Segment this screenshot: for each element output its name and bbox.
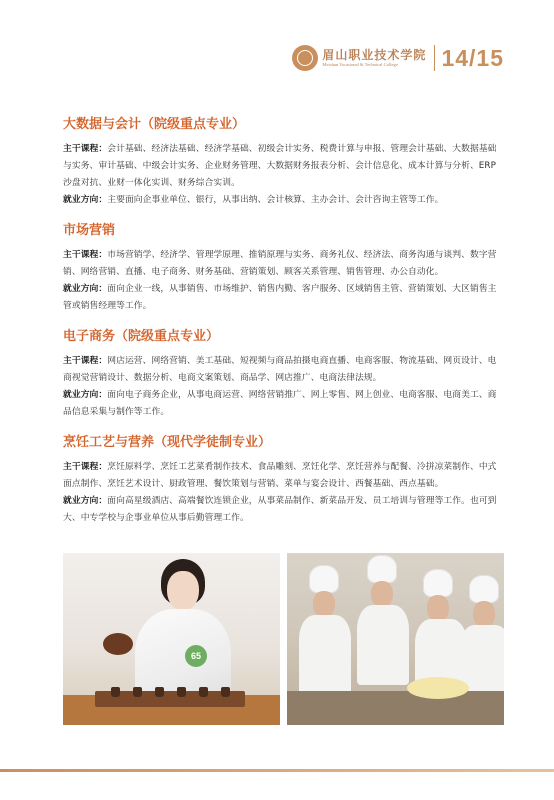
chef-coat [357,605,409,685]
career-label: 就业方向： [63,195,108,205]
career-text: 面向企业一线，从事销售、市场维护、销售内勤、客户服务、区域销售主管、营销策划、大区销售主管或销售经理等工作。 [63,284,497,311]
career-label: 就业方向： [63,284,108,294]
courses-label: 主干课程： [63,356,108,366]
major-section-e-commerce [63,329,503,421]
career-text: 主要面向企事业单位、银行，从事出纳、会计核算、主办会计、会计咨询主管等工作。 [107,195,444,205]
tea-cup-icon [199,687,208,697]
tea-cup-icon [155,687,164,697]
major-title: 市场营销 [63,223,116,238]
student-face [167,571,199,611]
chef-face [313,591,335,617]
chef-coat [299,615,351,695]
page-header [292,40,504,76]
dish-icon [407,677,469,699]
major-career [63,387,503,421]
courses-text: 烹饪原料学、烹饪工艺菜肴制作技术、食品雕刻、烹饪化学、烹饪营养与配餐、冷拼凉菜制作、中式面点制作、烹饪艺术设计、厨政管理、餐饮策划与营销、菜单与宴会设计、西餐基础、西点基础。 [63,462,497,489]
courses-text: 会计基础、经济法基础、经济学基础、初级会计实务、税费计算与申报、管理会计基础、大数据基础与实务、审计基础、中级会计实务、企业财务管理、大数据财务报表分析、会计信息化、成本计算与分析、ERP沙盘对抗、业财一体化实训、财务综合实训。 [63,144,497,188]
chef-hat-icon [469,575,499,603]
footer-bar [0,769,554,772]
chef-hat-icon [367,555,397,583]
career-text: 面向电子商务企业，从事电商运营、网络营销推广、网上零售、网上创业、电商客服、电商美工、商品信息采集与制作等工作。 [63,390,497,417]
courses-text: 市场营销学、经济学、管理学原理、推销原理与实务、商务礼仪、经济法、商务沟通与谈判、数字营销、网络营销、直播、电子商务、财务基础、营销策划、顾客关系管理、销售管理、办公自动化。 [63,250,497,277]
chef-face [371,581,393,607]
courses-text: 网店运营、网络营销、美工基础、短视频与商品拍摄电商直播、电商客服、物流基础、网页设计、电商视觉营销设计、数据分析、电商文案策划、商品学、网店推广、电商法律法规。 [63,356,497,383]
college-logo-text [322,48,426,68]
tea-cup-icon [221,687,230,697]
college-name: 眉山职业技术学院 [322,48,427,62]
college-name-en: Meishan Vocational & Technical College [322,62,398,67]
major-career [63,493,503,527]
header-divider [434,45,435,71]
courses-label: 主干课程： [63,144,108,154]
major-section-culinary [63,435,503,527]
tea-cup-icon [177,687,186,697]
tea-cup-icon [133,687,142,697]
teapot-icon [103,633,133,655]
page-number: 14/15 [441,44,504,71]
chef-hat-icon [309,565,339,593]
major-section-marketing [63,223,503,315]
major-section-big-data-accounting [63,117,503,209]
courses-label: 主干课程： [63,462,108,472]
major-courses [63,353,503,387]
contestant-badge: 65 [185,645,207,667]
career-label: 就业方向： [63,390,108,400]
major-title: 大数据与会计（院级重点专业） [63,117,246,132]
tea-ceremony-photo [63,553,280,725]
chef-face [427,595,449,621]
chef-kitchen-photo [287,553,504,725]
chef-hat-icon [423,569,453,597]
major-courses [63,247,503,281]
college-logo-icon [292,45,318,71]
major-courses [63,459,503,493]
major-title: 电子商务（院级重点专业） [63,329,220,344]
courses-label: 主干课程： [63,250,108,260]
major-courses [63,141,503,192]
tea-cup-icon [111,687,120,697]
chef-face [473,601,495,627]
major-career [63,192,503,209]
kitchen-counter [287,691,504,725]
major-title: 烹饪工艺与营养（现代学徒制专业） [63,435,272,450]
major-career [63,281,503,315]
career-label: 就业方向： [63,496,108,506]
career-text: 面向高星级酒店、高端餐饮连锁企业，从事菜品制作、新菜品开发、员工培训与管理等工作。也可到大、中专学校与企事业单位从事后勤管理工作。 [63,496,497,523]
majors-content [63,117,503,541]
